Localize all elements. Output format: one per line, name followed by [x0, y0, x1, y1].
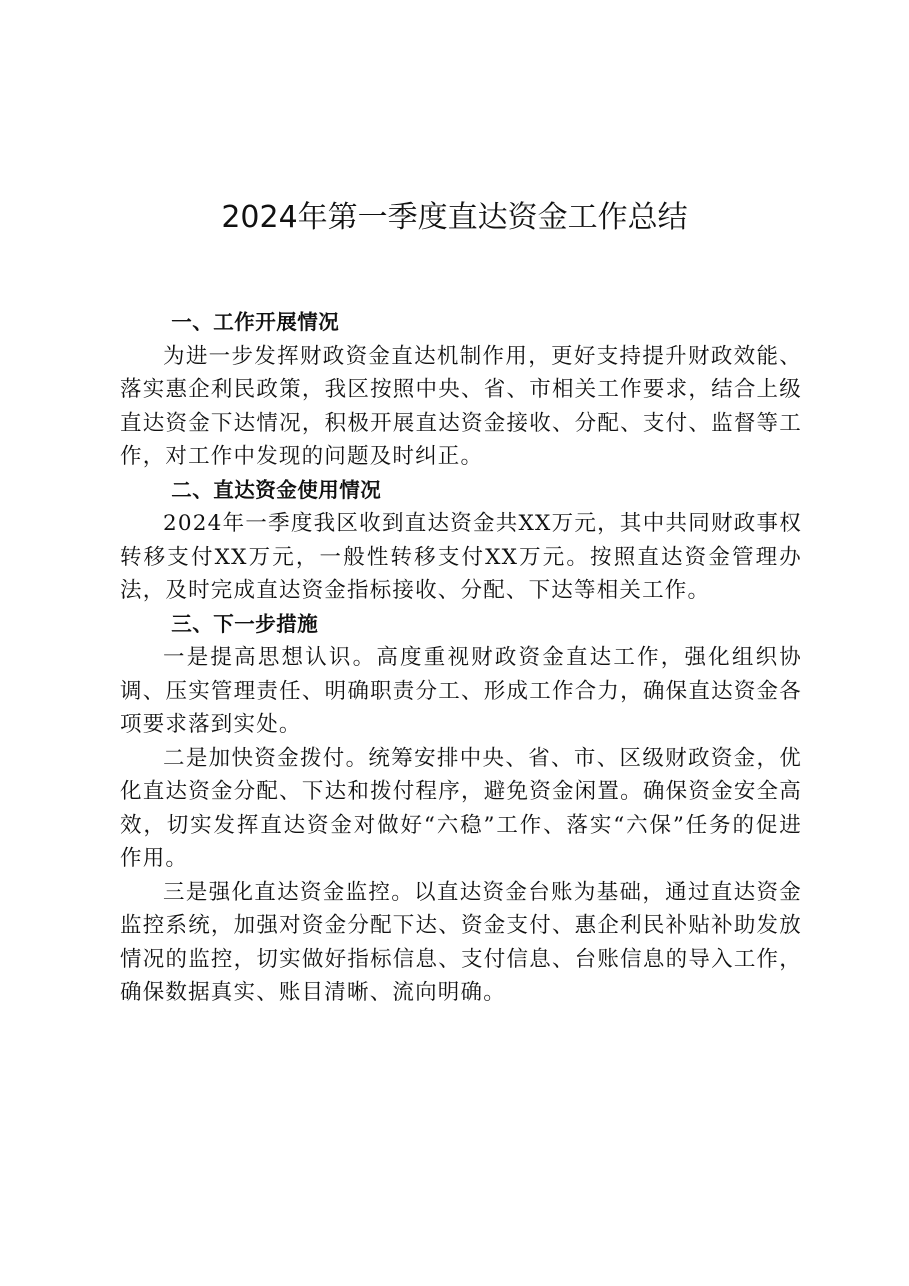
paragraph: 二是加快资金拨付。统筹安排中央、省、市、区级财政资金，优化直达资金分配、下达和拨付程序，避免资金闲置。确保资金安全高效，切实发挥直达资金对做好“六稳”工作、落实“六保”任务的促进作用。 — [120, 745, 802, 871]
document-title: 2024年第一季度直达资金工作总结 — [221, 200, 688, 235]
section-heading-fund-usage: 二、直达资金使用情况 — [171, 477, 382, 502]
paragraph: 为进一步发挥财政资金直达机制作用，更好支持提升财政效能、落实惠企利民政策，我区按照中央、省、市相关工作要求，结合上级直达资金下达情况，积极开展直达资金接收、分配、支付、监督等工作，对工作中发现的问题及时纠正。 — [120, 343, 802, 469]
document-body — [120, 306, 802, 1010]
paragraph: 三是强化直达资金监控。以直达资金台账为基础，通过直达资金监控系统，加强对资金分配下达、资金支付、惠企利民补贴补助发放情况的监控，切实做好指标信息、支付信息、台账信息的导入工作，确保数据真实、账目清晰、流向明确。 — [120, 879, 802, 1005]
section-heading-next-steps: 三、下一步措施 — [171, 611, 319, 636]
paragraph: 一是提高思想认识。高度重视财政资金直达工作，强化组织协调、压实管理责任、明确职责分工、形成工作合力，确保直达资金各项要求落到实处。 — [120, 645, 802, 737]
paragraph: 2024年一季度我区收到直达资金共XX万元，其中共同财政事权转移支付XX万元，一般性转移支付XX万元。按照直达资金管理办法，及时完成直达资金指标接收、分配、下达等相关工作。 — [120, 511, 802, 603]
section-heading-work-progress: 一、工作开展情况 — [171, 310, 340, 334]
